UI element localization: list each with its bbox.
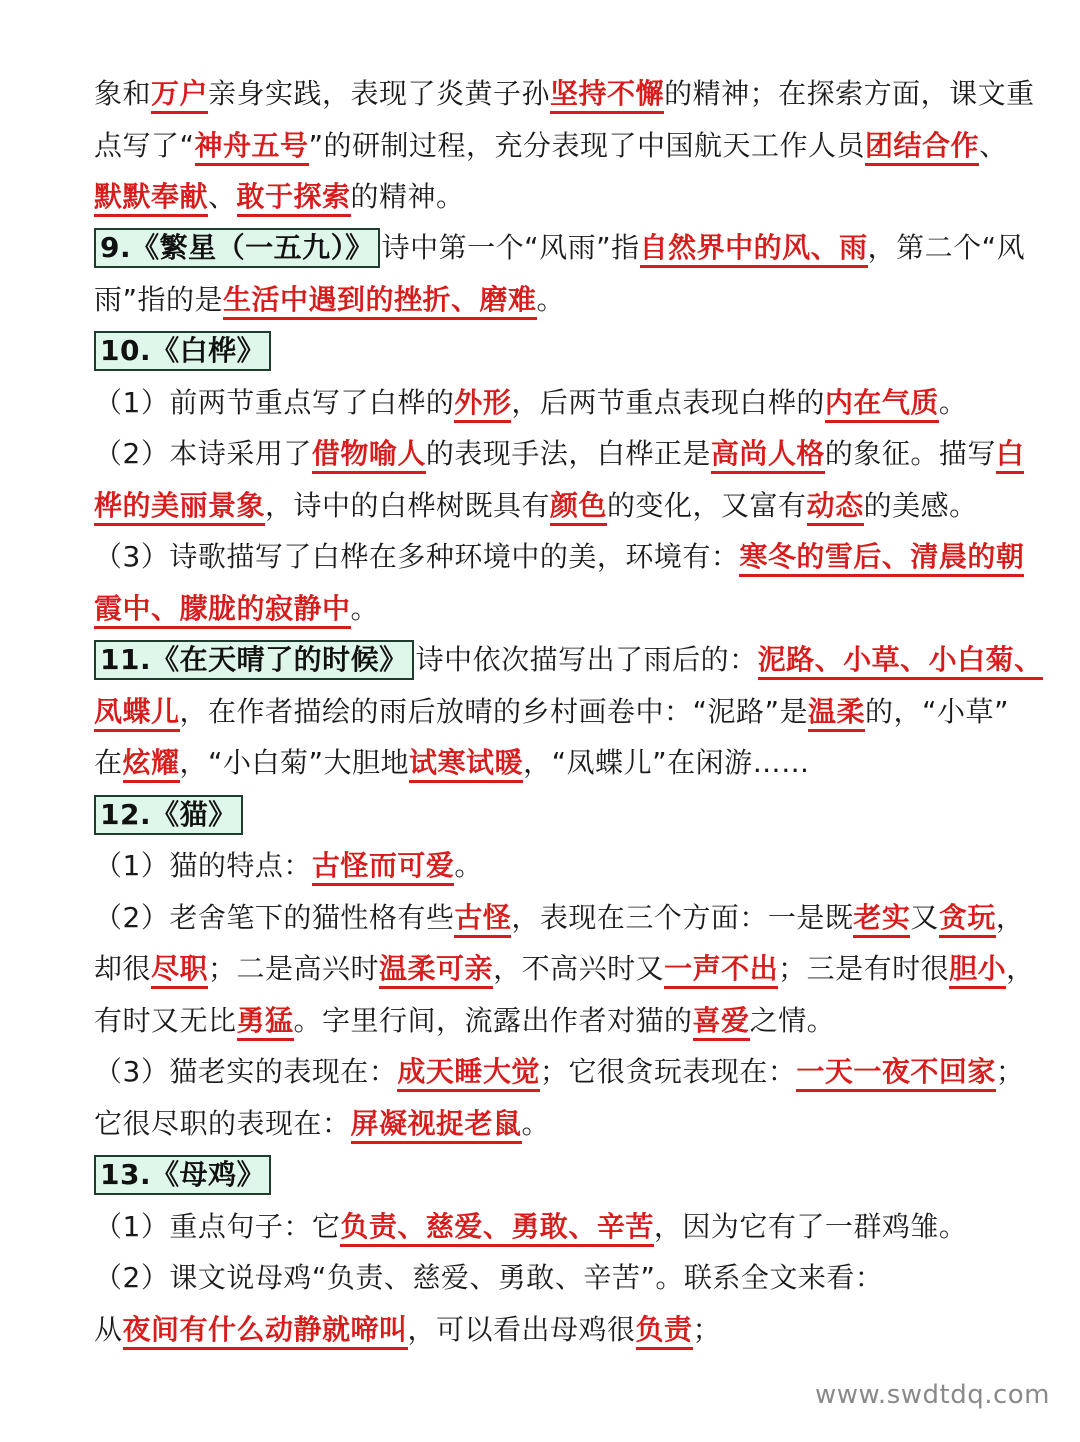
text-line-17 bbox=[94, 898, 1025, 938]
plain-text: 的精神；在探索方面，课文重 bbox=[664, 77, 1035, 110]
text-line-19 bbox=[94, 1001, 1020, 1041]
lesson-title-box: 11.《在天晴了的时候》 bbox=[94, 640, 414, 680]
plain-text: 却很 bbox=[94, 952, 152, 985]
plain-text: （2）本诗采用了 bbox=[94, 437, 312, 470]
highlighted-answer: 泥路、小草、小白菊、 bbox=[758, 643, 1043, 680]
text-line-2 bbox=[94, 126, 1020, 166]
plain-text: 的，“小草” bbox=[865, 695, 1010, 728]
plain-text: ， bbox=[1006, 952, 1035, 985]
text-line-18 bbox=[94, 949, 1035, 989]
plain-text: （2）老舍笔下的猫性格有些 bbox=[94, 901, 455, 934]
highlighted-answer: 寒冬的雪后、清晨的朝 bbox=[739, 540, 1024, 577]
highlighted-answer: 默默奉献 bbox=[94, 180, 208, 217]
text-line-3 bbox=[94, 177, 1020, 217]
highlighted-answer: 内在气质 bbox=[825, 386, 939, 423]
text-line-10 bbox=[94, 537, 1025, 577]
plain-text: 。 bbox=[350, 592, 380, 625]
plain-text: 的美感。 bbox=[863, 489, 978, 522]
lesson-title-box: 13.《母鸡》 bbox=[94, 1155, 271, 1195]
highlighted-answer: 霞中、朦胧的寂静中 bbox=[94, 592, 351, 629]
highlighted-answer: 负责、慈爱、勇敢、辛苦 bbox=[340, 1210, 654, 1247]
highlighted-answer: 敢于探索 bbox=[237, 180, 351, 217]
highlighted-answer: 古怪 bbox=[454, 901, 511, 938]
highlighted-answer: 屏凝视捉老鼠 bbox=[351, 1107, 522, 1144]
plain-text: ；三是有时很 bbox=[778, 952, 950, 985]
plain-text: ，“凤蝶儿”在闲游…… bbox=[523, 746, 810, 779]
highlighted-answer: 尽职 bbox=[151, 952, 208, 989]
plain-text: 象和 bbox=[94, 77, 152, 110]
plain-text: 点写了“ bbox=[94, 129, 195, 162]
heading-muji bbox=[94, 1155, 1020, 1195]
plain-text: （1）重点句子：它 bbox=[94, 1210, 341, 1243]
plain-text: 之情。 bbox=[749, 1004, 836, 1037]
lesson-title-box: 12.《猫》 bbox=[94, 795, 243, 835]
text-line-11 bbox=[94, 589, 1020, 629]
text-line-14 bbox=[94, 743, 1020, 783]
highlighted-answer: 成天睡大觉 bbox=[397, 1055, 540, 1092]
lesson-title-box: 9.《繁星（一五九）》 bbox=[94, 228, 380, 268]
plain-text: 。 bbox=[454, 849, 483, 882]
highlighted-answer: 颜色 bbox=[550, 489, 607, 526]
plain-text: ， bbox=[995, 901, 1025, 934]
text-line-9 bbox=[94, 486, 1020, 526]
heading-mao bbox=[94, 795, 1020, 835]
highlighted-answer: 胆小 bbox=[949, 952, 1006, 989]
highlighted-answer: 借物喻人 bbox=[312, 437, 426, 474]
plain-text: 。 bbox=[536, 283, 566, 316]
plain-text: ； bbox=[692, 1313, 722, 1346]
highlighted-answer: 老实 bbox=[853, 901, 910, 938]
plain-text: ，后两节重点表现白桦的 bbox=[511, 386, 825, 419]
text-line-24 bbox=[94, 1258, 1020, 1298]
plain-text: （1）猫的特点： bbox=[94, 849, 312, 882]
plain-text: 又 bbox=[910, 901, 939, 934]
plain-text: 的表现手法，白桦正是 bbox=[425, 437, 711, 470]
plain-text: ，诗中的白桦树既具有 bbox=[265, 489, 551, 522]
lesson-title-box: 10.《白桦》 bbox=[94, 331, 271, 371]
plain-text: 的精神。 bbox=[350, 180, 465, 213]
highlighted-answer: 试寒试暖 bbox=[409, 746, 523, 783]
text-line-13 bbox=[94, 692, 1020, 732]
text-line-20 bbox=[94, 1052, 1025, 1092]
highlighted-answer: 凤蝶儿 bbox=[94, 695, 180, 732]
highlighted-answer: 一声不出 bbox=[664, 952, 778, 989]
plain-text: ；它很贪玩表现在： bbox=[539, 1055, 797, 1088]
plain-text: 。 bbox=[938, 386, 968, 419]
highlighted-answer: 外形 bbox=[454, 386, 511, 423]
plain-text: ，“小白菊”大胆地 bbox=[179, 746, 410, 779]
highlighted-answer: 自然界中的风、雨 bbox=[640, 231, 868, 268]
plain-text: ，可以看出母鸡很 bbox=[407, 1313, 636, 1346]
highlighted-answer: 古怪而可爱 bbox=[312, 849, 455, 886]
highlighted-answer: 团结合作 bbox=[865, 129, 979, 166]
plain-text: （2）课文说母鸡“负责、慈爱、勇敢、辛苦”。联系全文来看： bbox=[94, 1261, 884, 1294]
highlighted-answer: 桦的美丽景象 bbox=[94, 489, 265, 526]
plain-text: （1）前两节重点写了白桦的 bbox=[94, 386, 455, 419]
highlighted-answer: 温柔可亲 bbox=[379, 952, 493, 989]
plain-text: （3）猫老实的表现在： bbox=[94, 1055, 398, 1088]
highlighted-answer: 高尚人格 bbox=[711, 437, 825, 474]
plain-text: ；二是高兴时 bbox=[208, 952, 380, 985]
plain-text: 、 bbox=[979, 129, 1008, 162]
plain-text: 的象征。描写 bbox=[824, 437, 996, 470]
text-line-25 bbox=[94, 1310, 1020, 1350]
highlighted-answer: 神舟五号 bbox=[195, 129, 309, 166]
plain-text: 亲身实践，表现了炎黄子孙 bbox=[208, 77, 551, 110]
plain-text: ”的研制过程，充分表现了中国航天工作人员 bbox=[308, 129, 866, 162]
text-line-1 bbox=[94, 74, 1035, 114]
highlighted-answer: 坚持不懈 bbox=[550, 77, 664, 114]
highlighted-answer: 炫耀 bbox=[123, 746, 180, 783]
text-line-16 bbox=[94, 846, 1020, 886]
heading-baihua bbox=[94, 331, 1020, 371]
text-line-5 bbox=[94, 280, 1020, 320]
plain-text: ，因为它有了一群鸡雏。 bbox=[653, 1210, 968, 1243]
plain-text: 有时又无比 bbox=[94, 1004, 237, 1037]
plain-text: ，表现在三个方面：一是既 bbox=[511, 901, 854, 934]
plain-text: 。 bbox=[521, 1107, 551, 1140]
highlighted-answer: 一天一夜不回家 bbox=[796, 1055, 996, 1092]
plain-text: ，不高兴时又 bbox=[493, 952, 665, 985]
plain-text: （3）诗歌描写了白桦在多种环境中的美，环境有： bbox=[94, 540, 740, 573]
plain-text: ； bbox=[995, 1055, 1025, 1088]
plain-text: 。字里行间，流露出作者对猫的 bbox=[293, 1004, 693, 1037]
text-line-21 bbox=[94, 1104, 1020, 1144]
highlighted-answer: 夜间有什么动静就啼叫 bbox=[123, 1313, 408, 1350]
highlighted-answer: 温柔 bbox=[808, 695, 865, 732]
heading-fanxing bbox=[94, 228, 1026, 268]
highlighted-answer: 贪玩 bbox=[939, 901, 996, 938]
plain-text: 诗中第一个“风雨”指 bbox=[381, 231, 640, 264]
highlighted-answer: 负责 bbox=[636, 1313, 693, 1350]
plain-text: 从 bbox=[94, 1313, 123, 1346]
plain-text: 、 bbox=[208, 180, 237, 213]
plain-text: 它很尽职的表现在： bbox=[94, 1107, 351, 1140]
plain-text: 雨”指的是 bbox=[94, 283, 224, 316]
plain-text: 诗中依次描写出了雨后的： bbox=[415, 643, 758, 676]
heading-tianqing bbox=[94, 640, 1043, 680]
text-line-23 bbox=[94, 1207, 1020, 1247]
highlighted-answer: 白 bbox=[996, 437, 1025, 474]
highlighted-answer: 勇猛 bbox=[237, 1004, 294, 1041]
plain-text: 的变化，又富有 bbox=[607, 489, 807, 522]
text-line-8 bbox=[94, 434, 1025, 474]
highlighted-answer: 动态 bbox=[807, 489, 864, 526]
plain-text: ，第二个“风 bbox=[867, 231, 1026, 264]
plain-text: 在 bbox=[94, 746, 123, 779]
watermark: www.swdtdq.com bbox=[815, 1380, 1050, 1410]
plain-text: ，在作者描绘的雨后放晴的乡村画卷中：“泥路”是 bbox=[179, 695, 809, 728]
highlighted-answer: 喜爱 bbox=[693, 1004, 750, 1041]
highlighted-answer: 生活中遇到的挫折、磨难 bbox=[223, 283, 537, 320]
highlighted-answer: 万户 bbox=[151, 77, 208, 114]
text-line-7 bbox=[94, 383, 1020, 423]
